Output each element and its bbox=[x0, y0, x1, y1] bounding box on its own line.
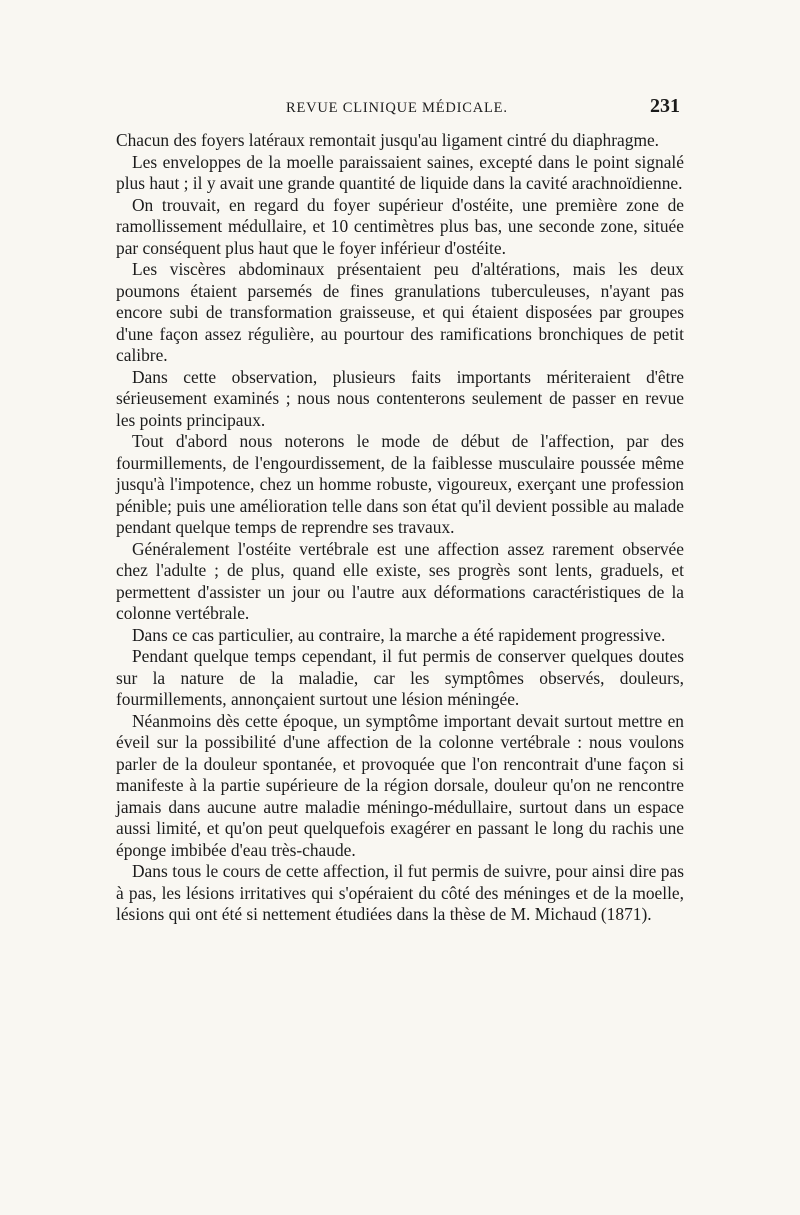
page-header bbox=[116, 95, 680, 124]
paragraph: Chacun des foyers latéraux remontait jusqu'au ligament cintré du diaphragme. bbox=[116, 130, 660, 150]
paragraph: Dans cette observation, plusieurs faits importants mériteraient d'être sérieusement examinés ; nous nous contenterons seulement de passer en revue les points principaux. bbox=[116, 366, 684, 430]
paragraph: Néanmoins dès cette époque, un symptôme important devait surtout mettre en éveil sur la possibilité d'une affection de la colonne vertébrale : nous voulons parler de la douleur spontanée, et provoquée que l'on rencontrait d'une façon si manifeste à la partie supérieure de la région dorsale, douleur qu'on ne rencontre jamais dans aucune autre maladie méningo-médullaire, surtout dans un espace aussi limité, et qu'on peut quelquefois exagérer en passant le long du rachis une éponge imbibée d'eau très-chaude. bbox=[116, 710, 684, 860]
paragraph: Pendant quelque temps cependant, il fut permis de conserver quelques doutes sur la nature de la maladie, car les symptômes observés, douleurs, fourmillements, annonçaient surtout une lésion méningée. bbox=[116, 646, 684, 709]
paragraph: Les enveloppes de la moelle paraissaient saines, excepté dans le point signalé plus haut ; il y avait une grande quantité de liquide dans la cavité arachnoïdienne. bbox=[116, 151, 684, 193]
paragraph: Généralement l'ostéite vertébrale est une affection assez rarement observée chez l'adulte ; de plus, quand elle existe, ses progrès sont lents, graduels, et permettent d'assister un jour ou l'autre aux déformations caractéristiques de la colonne vertébrale. bbox=[116, 538, 684, 623]
body-text bbox=[116, 130, 684, 926]
running-title: REVUE CLINIQUE MÉDICALE. bbox=[286, 100, 508, 116]
paragraph: Les viscères abdominaux présentaient peu d'altérations, mais les deux poumons étaient parsemés de fines granulations tuberculeuses, n'ayant pas encore subi de transformation graisseuse, et qui étaient disposées par groupes d'une façon assez régulière, au pourtour des ramifications bronchiques de petit calibre. bbox=[116, 259, 684, 365]
page-number: 231 bbox=[650, 95, 680, 117]
paragraph: Dans ce cas particulier, au contraire, la marche a été rapidement progressive. bbox=[132, 624, 666, 645]
paragraph: Dans tous le cours de cette affection, il fut permis de suivre, pour ainsi dire pas à pas, les lésions irritatives qui s'opéraient du côté des méninges et de la moelle, lésions qui ont été si nettement étudiées dans la thèse de M. Michaud (1871). bbox=[116, 861, 684, 924]
paragraph: On trouvait, en regard du foyer supérieur d'ostéite, une première zone de ramollissement médullaire, et 10 centimètres plus bas, une seconde zone, située par conséquent plus haut que le foyer inférieur d'ostéite. bbox=[116, 194, 684, 258]
paragraph: Tout d'abord nous noterons le mode de début de l'affection, par des fourmillements, de l'engourdissement, de la faiblesse musculaire poussée même jusqu'à l'impotence, chez un homme robuste, vigoureux, exerçant une profession pénible; puis une amélioration telle dans son état qu'il devient possible au malade pendant quelque temps de reprendre ses travaux. bbox=[116, 431, 684, 537]
